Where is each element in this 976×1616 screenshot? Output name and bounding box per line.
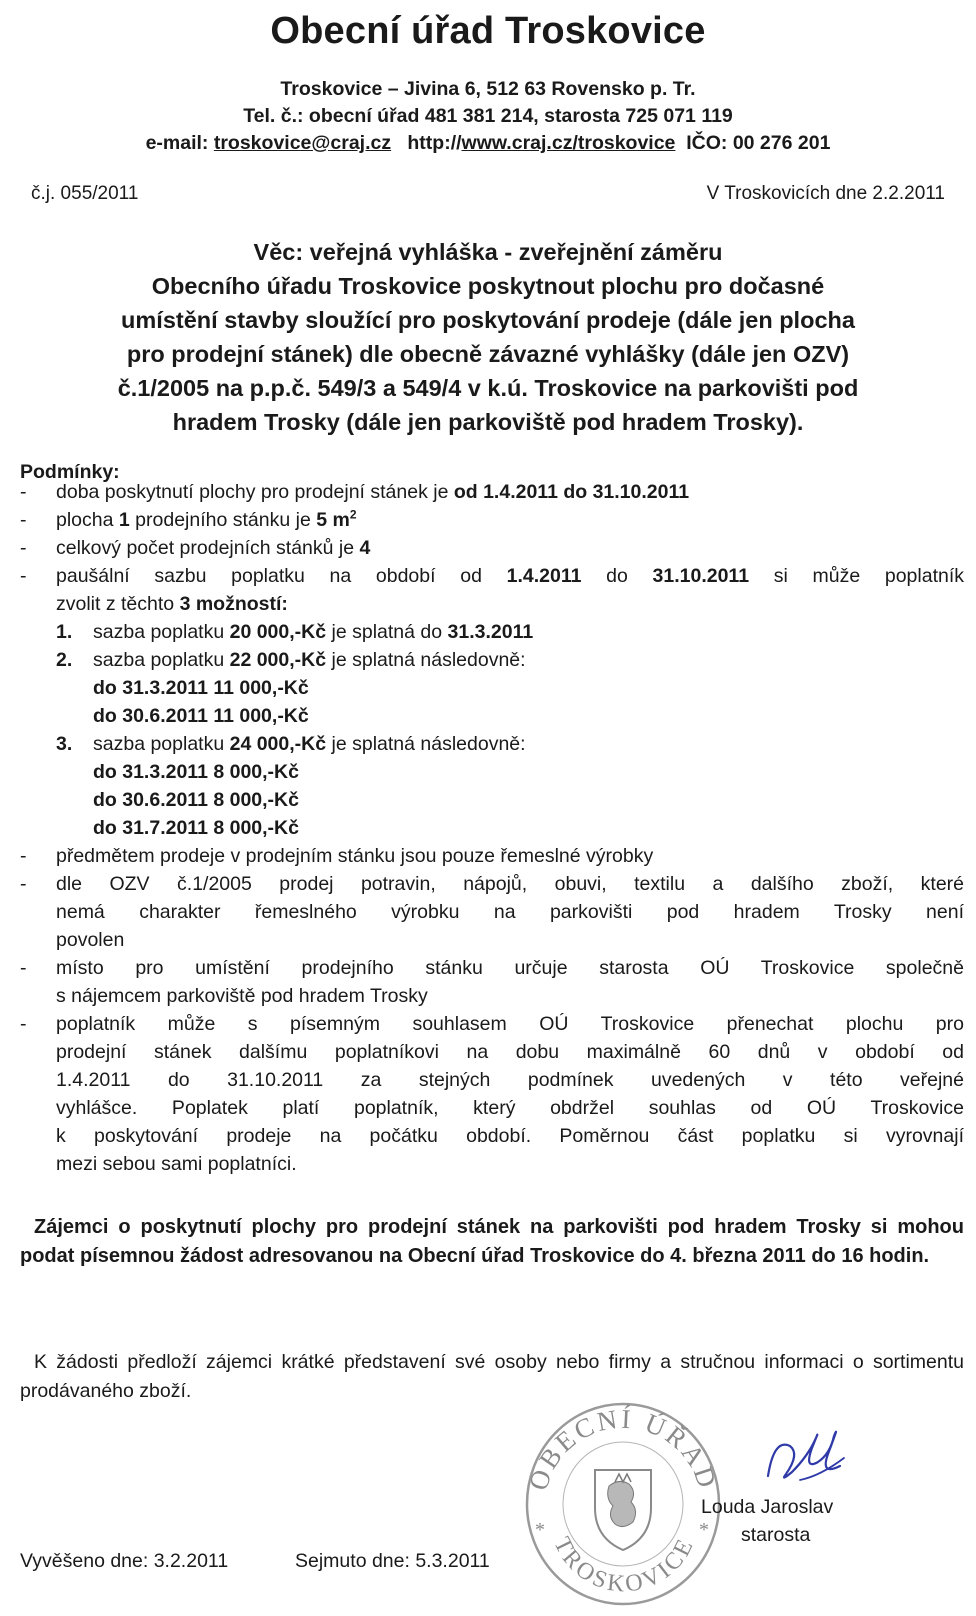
signature-mark: [760, 1418, 850, 1498]
subject-line: hradem Trosky (dále jen parkoviště pod hradem Trosky).: [172, 409, 804, 435]
stamp-top-text: OBECNÍ ÚŘAD: [522, 1403, 724, 1494]
list-dash: -: [20, 957, 27, 979]
email-link[interactable]: troskovice@craj.cz: [213, 132, 392, 154]
svg-text:OBECNÍ ÚŘAD: [523, 1404, 724, 1494]
list-dash: -: [20, 537, 27, 559]
list-dash: -: [20, 873, 27, 895]
posted-date: Vyvěšeno dne: 3.2.2011: [20, 1550, 229, 1572]
removed-date: Sejmuto dne: 5.3.2011: [295, 1550, 490, 1572]
office-contacts: [0, 130, 976, 156]
subject-line: Věc: veřejná vyhláška - zveřejnění záměru: [253, 239, 723, 265]
subject-line: pro prodejní stánek) dle obecně závazné vyhlášky (dále jen OZV): [126, 341, 850, 367]
subject-line: č.1/2005 na p.p.č. 549/3 a 549/4 v k.ú. Troskovice na parkovišti pod: [117, 375, 859, 401]
list-dash: -: [20, 565, 27, 587]
ico-number: IČO: 00 276 201: [686, 132, 831, 154]
document-date: V Troskovicích dne 2.2.2011: [706, 183, 945, 204]
stamp-star: *: [535, 1519, 545, 1541]
office-stamp: [515, 1388, 725, 1608]
signatory-role: starosta: [741, 1524, 811, 1546]
list-dash: -: [20, 481, 27, 503]
web-link[interactable]: www.craj.cz/troskovice: [461, 132, 676, 154]
web-prefix: http://: [407, 132, 462, 154]
reference-number: č.j. 055/2011: [31, 183, 139, 204]
document-page: Obecní úřad Troskovice Troskovice – Jivina 6, 512 63 Rovensko p. Tr. Tel. č.: obecní úřad 481 381 214, starosta 725 071 119 e-mail: troskovice@craj.cz http://www.craj.cz/troskovice IČO: 00 276 201 č.j. 055/2011 V Troskovicích dne 2.2.2011 Věc: veřejná vyhláška - zveřejnění záměru Obecního úřadu Troskovice poskytnout plochu pro dočasné umístění stavby sloužící pro poskytování prodeje (dále jen plocha pro prodejní stánek) dle obecně závazné vyhlášky (dále jen OZV) č.1/2005 na p.p.č. 549/3 a 549/4 v k.ú. Troskovice na parkovišti pod hradem Trosky (dále jen parkoviště pod hradem Trosky). Podmínky: - doba poskytnutí plochy pro prodejní stánek je od 1.4.2011 do 31.10.2011 - plocha 1 prodejního stánku je 5 $m^2$ - celkový počet prodejních stánků je 4 - paušální sazbu poplatku na období od 1.4.2011 do 31.10.2011 si může poplatník zvolit z těchto 3 možností: 1. sazba poplatku 20 000,-Kč je splatná do 31.3.2011 2. sazba poplatku 22 000,-Kč je splatná následovně: do 31.3.2011 11 000,-Kč do 30.6.2011 11 000,-Kč 3. sazba poplatku 24 000,-Kč je splatná následovně: do 31.3.2011 8 000,-Kč do 30.6.2011 8 000,-Kč do 31.7.2011 8 000,-Kč - předmětem prodeje v prodejním stánku jsou pouze řemeslné výrobky - dle OZV č.1/2005 prodej potravin, nápojů, obuvi, textilu a dalšího zboží, které nemá charakter řemeslného výrobku na parkovišti pod hradem Trosky není povolen - místo pro umístění prodejního stánku určuje starosta OÚ Troskovice společně s nájemcem parkoviště pod hradem Trosky - poplatník může s písemným souhlasem OÚ Troskovice přenechat plochu pro prodejní stánek dalšímu poplatníkovi na dobu maximálně 60 dnů v období od 1.4.2011 do 31.10.2011 za stejných podmínek uvedených v této veřejné vyhlášce. Poplatek platí poplatník, který obdržel souhlas od OÚ Troskovice k poskytování prodeje na počátku období. Poměrnou část poplatku si vyrovnají mezi sebou sami poplatníci. Zájemci o poskytnutí plochy pro prodejní stánek na parkovišti pod hradem Trosky si mohou podat písemnou žádost adresovanou na Obecní úřad Troskovice do 4. března 2011 do 16 hodin. K žádosti předloží zájemci krátké představení své osoby nebo firmy a stručnou informaci o sortimentu prodávaného zboží. OBECNÍ ÚŘAD TROSKOVICE * * Louda Jaroslav starosta Vyvěšeno dne: 3.2.2011 Sejmuto dne: 5.3.2011: [0, 0, 976, 1616]
list-dash: -: [20, 1013, 27, 1035]
signatory-name: Louda Jaroslav: [701, 1496, 834, 1518]
subject-line: Obecního úřadu Troskovice poskytnout plochu pro dočasné: [151, 273, 825, 299]
list-dash: -: [20, 509, 27, 531]
conditions-heading: Podmínky:: [20, 461, 120, 483]
list-dash: -: [20, 845, 27, 867]
office-phone: Tel. č.: obecní úřad 481 381 214, starosta 725 071 119: [243, 105, 733, 127]
stamp-bottom-text: TROSKOVICE: [548, 1533, 700, 1598]
office-address: Troskovice – Jivina 6, 512 63 Rovensko p. Tr.: [280, 78, 696, 100]
subject-heading: [20, 235, 956, 439]
coat-of-arms-icon: [595, 1470, 651, 1550]
request-paragraph: K žádosti předloží zájemci krátké představení své osoby nebo firmy a stručnou informaci o sortimentu prodávaného zboží.: [20, 1351, 964, 1402]
subject-line: umístění stavby sloužící pro poskytování prodeje (dále jen plocha: [121, 307, 855, 333]
email-label: e-mail:: [145, 132, 214, 154]
office-title: Obecní úřad Troskovice: [270, 10, 706, 52]
applicants-paragraph: Zájemci o poskytnutí plochy pro prodejní stánek na parkovišti pod hradem Trosky si mohou podat písemnou žádost adresovanou na Obecní úřad Troskovice do 4. března 2011 do 16 hodin.: [20, 1216, 964, 1267]
stamp-star: *: [699, 1519, 709, 1541]
